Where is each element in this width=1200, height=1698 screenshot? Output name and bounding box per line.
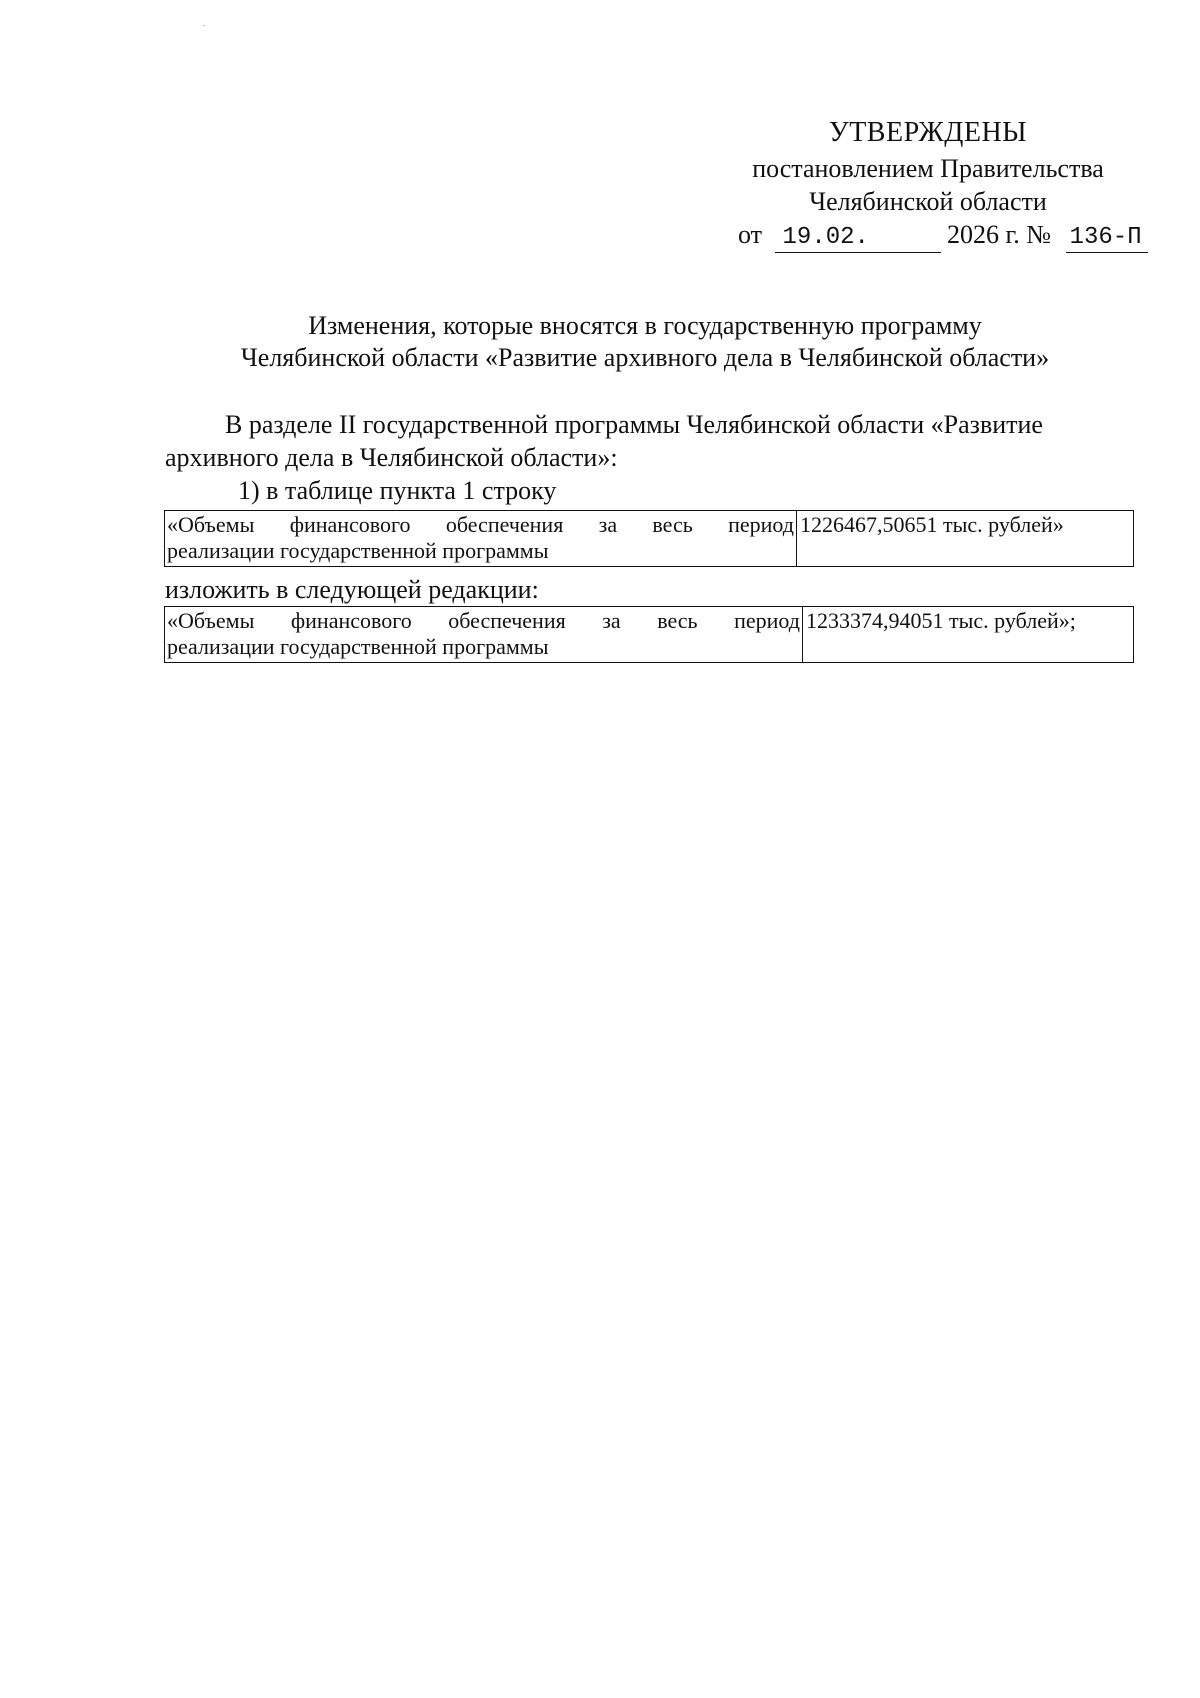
approval-date-line xyxy=(738,220,1158,253)
label-word: период xyxy=(728,512,794,537)
new-label-line-2: реализации государственной программы xyxy=(167,634,549,659)
approval-date-field: 19.02. xyxy=(775,224,941,253)
label-word: «Объемы xyxy=(167,608,255,633)
new-row-value-cell: 1233374,94051 тыс. рублей»; xyxy=(803,607,1134,663)
old-row-label-cell xyxy=(165,511,797,567)
label-word: обеспечения xyxy=(448,608,566,633)
approval-number-field: 136-П xyxy=(1066,224,1148,253)
table-row xyxy=(165,607,1134,663)
approval-title: УТВЕРЖДЕНЫ xyxy=(828,117,1028,148)
document-heading-line-1: Изменения, которые вносятся в государственную программу xyxy=(308,311,982,340)
label-word: за xyxy=(602,608,621,633)
approval-line-2: постановлением Правительства xyxy=(752,154,1104,183)
document-heading-line-2: Челябинской области «Развитие архивного дела в Челябинской области» xyxy=(240,343,1050,372)
label-word: за xyxy=(598,512,618,537)
label-word: весь xyxy=(657,608,698,633)
paragraph-line-1: В разделе II государственной программы Челябинской области «Развитие xyxy=(225,410,1043,439)
old-row-table xyxy=(164,510,1134,567)
label-word: весь xyxy=(652,512,693,537)
date-prefix: от xyxy=(738,220,763,249)
old-label-line-2: реализации государственной программы xyxy=(167,538,549,563)
item-1-text: 1) в таблице пункта 1 строку xyxy=(238,476,557,505)
year-number-label: 2026 г. № xyxy=(947,220,1052,249)
old-row-value-cell: 1226467,50651 тыс. рублей» xyxy=(797,511,1134,567)
new-row-label-cell xyxy=(165,607,803,663)
label-word: финансового xyxy=(289,512,411,537)
label-word: финансового xyxy=(290,608,412,633)
replace-instruction: изложить в следующей редакции: xyxy=(165,575,539,604)
old-label-line-1 xyxy=(167,512,794,538)
new-row-table xyxy=(164,606,1134,663)
label-word: обеспечения xyxy=(445,512,564,537)
label-word: период xyxy=(734,608,800,633)
table-row xyxy=(165,511,1134,567)
approval-line-3: Челябинской области xyxy=(809,187,1047,216)
label-word: «Объемы xyxy=(167,512,255,537)
paragraph-line-2: архивного дела в Челябинской области»: xyxy=(165,443,618,472)
scan-speck xyxy=(203,25,205,26)
new-label-line-1 xyxy=(167,608,800,634)
